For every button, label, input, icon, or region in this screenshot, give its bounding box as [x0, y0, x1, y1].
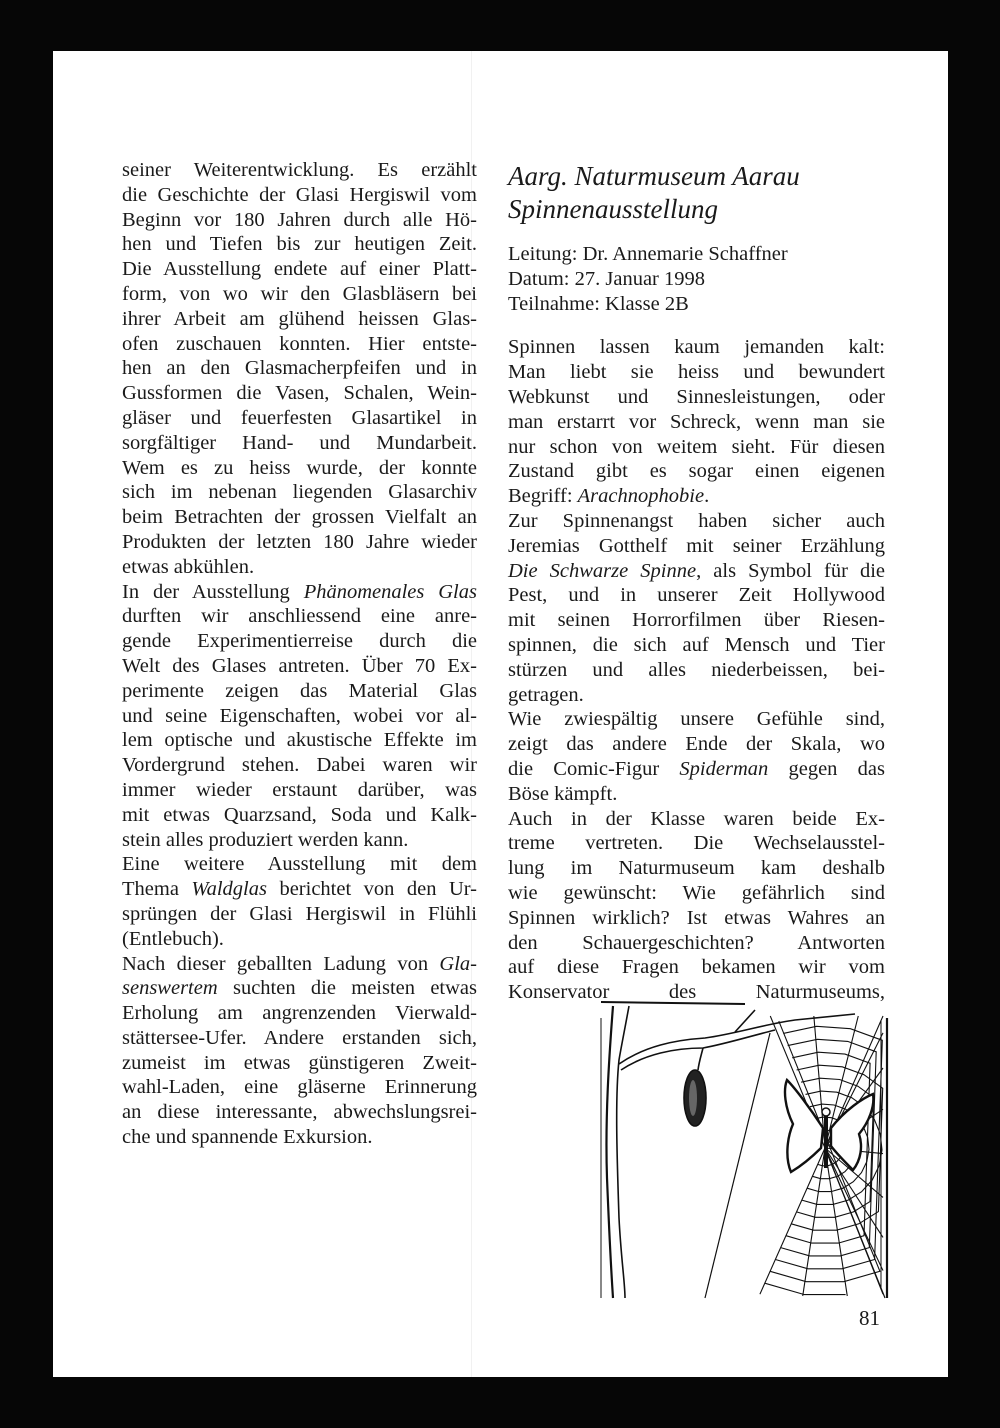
text-line: man erstarrt vor Schreck, wenn man sie — [508, 410, 885, 433]
italic-term: Waldglas — [191, 878, 267, 901]
text-line: lung im Naturmuseum kam deshalb — [508, 857, 885, 880]
meta-datum: Datum: 27. Januar 1998 — [508, 267, 705, 290]
text-line: Konservator des Naturmuseums, — [508, 981, 885, 1004]
section-title-line: Aarg. Naturmuseum Aarau — [508, 161, 800, 191]
text-segment: In der Ausstellung — [122, 580, 304, 603]
text-line: Auch in der Klasse waren beide Ex- — [508, 807, 885, 830]
text-line: Erholung am angrenzenden Vierwald- — [122, 1002, 477, 1025]
text-line: wahl-Laden, eine gläserne Erinnerung — [122, 1076, 477, 1099]
text-segment: die Comic-Figur — [508, 757, 680, 780]
butterfly-head — [822, 1108, 830, 1116]
text-line: Zur Spinnenangst haben sicher auch — [508, 509, 885, 532]
section-title-line: Spinnenausstellung — [508, 194, 718, 224]
illustration-frame-top — [601, 1002, 745, 1004]
text-segment: gegen das — [768, 757, 885, 780]
web-radial-thread — [825, 1148, 847, 1296]
text-line: nur schon von weitem sieht. Für diesen — [508, 435, 885, 458]
text-line: Beginn vor 180 Jahren durch alle Hö- — [122, 208, 477, 231]
text-line: Spinnen lassen kaum jemanden kalt: — [508, 336, 885, 359]
text-line: durften wir anschliessend eine anre- — [122, 605, 477, 628]
text-line: wie gewünscht: Wie gefährlich sind — [508, 881, 885, 904]
text-line: Vordergrund stehen. Dabei waren wir — [122, 754, 477, 777]
text-line: stürzen und alles niederbeissen, bei- — [508, 658, 885, 681]
italic-term: Spiderman — [679, 757, 769, 780]
right-body-text — [508, 335, 885, 1005]
text-line: sich im nebenan liegenden Glasarchiv — [122, 481, 477, 504]
text-line — [122, 976, 477, 1001]
text-line: Welt des Glases antreten. Über 70 Ex- — [122, 654, 477, 677]
text-line: den Schauergeschichten? Antworten — [508, 931, 885, 954]
text-line: stättersee-Ufer. Andere erstanden sich, — [122, 1026, 477, 1049]
spider-web-illustration — [595, 998, 891, 1303]
text-line: Eine weitere Ausstellung mit dem — [122, 853, 477, 876]
text-line: gende Experimentierreise durch die — [122, 630, 477, 653]
text-line: Gussformen die Vasen, Schalen, Wein- — [122, 382, 477, 405]
text-line: Die Ausstellung endete auf einer Platt- — [122, 258, 477, 281]
text-line: perimente zeigen das Material Glas — [122, 679, 477, 702]
italic-term: Phänomenales Glas — [303, 580, 477, 603]
web-anchor-line — [705, 1033, 770, 1298]
text-line — [508, 559, 885, 584]
tree-trunk — [606, 1006, 613, 1298]
text-line: auf diese Fragen bekamen wir vom — [508, 956, 885, 979]
text-line: sprüngen der Glasi Hergiswil in Flühli — [122, 902, 477, 925]
web-spiral-thread — [765, 1283, 846, 1294]
text-line: ofen zuschauen konnten. Hier entste- — [122, 332, 477, 355]
text-line: getragen. — [508, 683, 584, 706]
text-line: gläser und feuerfesten Glasartikel in — [122, 406, 477, 429]
text-line: (Entlebuch). — [122, 927, 224, 950]
text-line: und seine Eigenschaften, wobei vor al- — [122, 704, 477, 727]
right-text-column — [508, 158, 885, 1005]
text-line: Wem es zu heiss wurde, der konnte — [122, 456, 477, 479]
text-segment: . — [704, 485, 710, 508]
text-segment: Nach dieser geballten Ladung von — [122, 952, 440, 975]
text-line: Man liebt sie heiss und bewundert — [508, 361, 885, 384]
butterfly-left-wing — [785, 1080, 823, 1172]
meta-teilnahme: Teilnahme: Klasse 2B — [508, 292, 689, 315]
text-line: Zustand gibt es sogar einen eigenen — [508, 460, 885, 483]
text-line — [122, 952, 477, 977]
text-line: Wie zwiespältig unsere Gefühle sind, — [508, 708, 885, 731]
text-line: Webkunst und Sinnesleistungen, oder — [508, 385, 885, 408]
meta-leitung: Leitung: Dr. Annemarie Schaffner — [508, 243, 788, 265]
text-line: Produkten der letzten 180 Jahre wieder — [122, 530, 477, 553]
text-line: form, von wo wir den Glasbläsern bei — [122, 282, 477, 305]
text-line: Spinnen wirklich? Ist etwas Wahres an — [508, 906, 885, 929]
text-line: die Geschichte der Glasi Hergiswil vom — [122, 183, 477, 206]
text-segment: berichtet von den Ur- — [266, 878, 478, 901]
text-line: mit etwas Quarzsand, Soda und Kalk- — [122, 803, 477, 826]
text-line — [508, 484, 885, 509]
text-line: Böse kämpft. — [508, 782, 618, 805]
text-line: beim Betrachten der grossen Vielfalt an — [122, 506, 477, 529]
text-line: etwas abkühlen. — [122, 555, 255, 578]
italic-term: Die Schwarze Spinne — [508, 559, 697, 582]
text-line: lem optische und akustische Effekte im — [122, 729, 477, 752]
text-line: immer wieder erstaunt darüber, was — [122, 778, 477, 801]
event-meta — [508, 242, 885, 316]
text-line — [122, 580, 477, 605]
web-radial-thread — [803, 1148, 825, 1296]
text-line: seiner Weiterentwicklung. Es erzählt — [122, 159, 477, 181]
page-number: 81 — [859, 1306, 880, 1330]
text-segment: suchten die meisten etwas — [217, 977, 477, 1000]
text-line — [122, 877, 477, 902]
tree-trunk-edge — [617, 1006, 629, 1298]
text-line: an diese interessante, abwechslungsrei- — [122, 1101, 477, 1124]
cocoon-highlight — [689, 1080, 697, 1116]
text-line: zeigt das andere Ende der Skala, wo — [508, 733, 885, 756]
text-line: sorgfältiger Hand- und Mundarbeit. — [122, 431, 477, 454]
text-line: ihrer Arbeit am glühend heissen Glas- — [122, 307, 477, 330]
italic-term: Arachnophobie — [577, 485, 705, 508]
text-line: Pest, und in unserer Zeit Hollywood — [508, 584, 885, 607]
text-line: hen an den Glasmacherpfeifen und in — [122, 357, 477, 380]
section-title — [508, 160, 885, 226]
text-line: zumeist im etwas günstigeren Zweit- — [122, 1051, 477, 1074]
italic-term: Gla- — [439, 952, 477, 975]
text-segment: Thema — [122, 878, 192, 901]
text-line: treme vertreten. Die Wechselausstel- — [508, 832, 885, 855]
cocoon-stem — [698, 1048, 703, 1070]
text-line: spinnen, die sich auf Mensch und Tier — [508, 633, 885, 656]
text-line: Jeremias Gotthelf mit seiner Erzählung — [508, 534, 885, 557]
left-text-column — [122, 158, 477, 1150]
text-segment: Begriff: — [508, 485, 578, 508]
spider-web — [760, 1016, 883, 1296]
text-line — [508, 757, 885, 782]
text-line: hen und Tiefen bis zur heutigen Zeit. — [122, 233, 477, 256]
text-line: che und spannende Exkursion. — [122, 1126, 373, 1149]
text-line: stein alles produziert werden kann. — [122, 828, 409, 851]
italic-term: senswertem — [122, 977, 218, 1000]
text-line: mit seinen Horrorfilmen über Riesen- — [508, 609, 885, 632]
text-segment: , als Symbol für die — [696, 559, 885, 582]
document-page — [53, 51, 948, 1377]
